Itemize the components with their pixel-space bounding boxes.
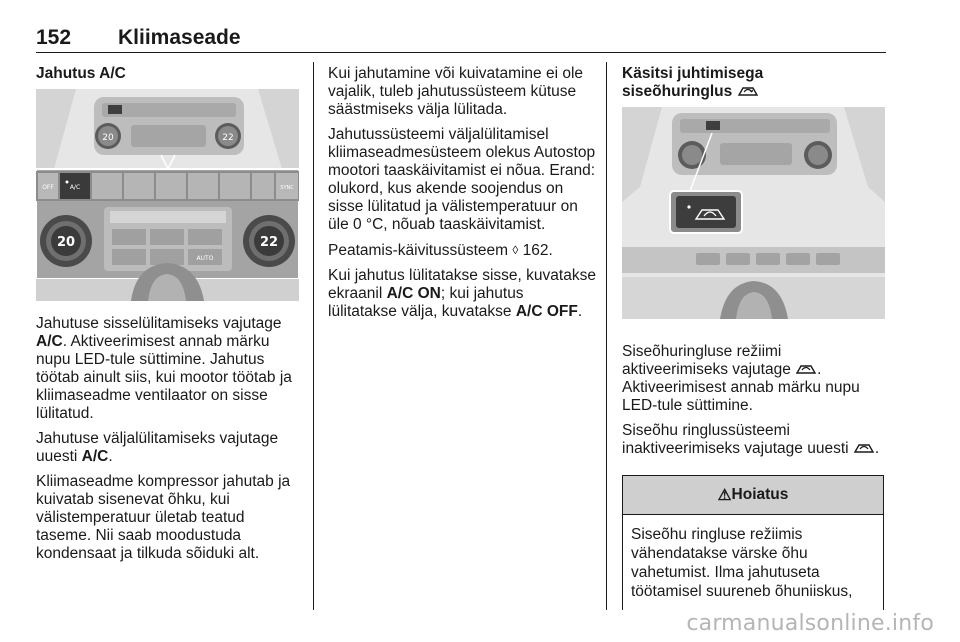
watermark: carmanualsonline.info [686, 611, 934, 636]
section-heading-cooling: Jahutus A/C [36, 65, 126, 82]
recirculation-panel-photo [622, 107, 885, 319]
climate-panel-illustration [36, 89, 299, 301]
text-segment: Jahutuse sisselülitamiseks vajutage [36, 315, 282, 332]
text-segment: Siseõhuringluse režiimi aktiveerimiseks vajutage [622, 343, 796, 378]
text-segment: 162. [518, 242, 553, 259]
warning-title: Hoiatus [731, 486, 789, 503]
warning-header [623, 476, 883, 515]
column-1 [36, 65, 301, 570]
page-reference-icon: ◊ [512, 243, 519, 257]
text-segment: . [108, 448, 113, 465]
text-segment: ; kui jahutus lülitatakse välja, kuvatakse [328, 285, 524, 320]
paragraph-recirculation-on [622, 343, 885, 415]
column-2 [328, 65, 596, 328]
text-segment: Siseõhu ringlussüsteemi inaktiveerimiseks vajutage uuesti [622, 422, 853, 457]
recirculation-icon [737, 85, 759, 97]
ac-off-keyword: A/C OFF [515, 303, 578, 320]
paragraph-autostop: Jahutussüsteemi väljalülitamisel kliimaseadmesüsteem olekus Autostop mootori taaskäivitamist ei nõua. Erand: olukord, kus akende soojendus on sisse lülitatud ja välistemperatuur on üle 0 °C, nõuab taaskäivitamist. [328, 126, 596, 233]
page-title: Kliimaseade [118, 26, 241, 49]
sync-button-label: SYNC [280, 185, 294, 191]
text-segment: Peatamis-käivitussüsteem [328, 242, 513, 259]
ac-keyword: A/C [81, 448, 109, 465]
paragraph-stop-start-ref [328, 241, 596, 260]
page-number: 152 [36, 26, 72, 49]
text-segment: Kui jahutus lülitatakse sisse, kuvatakse ekraanil [328, 267, 596, 302]
column-3 [622, 65, 885, 465]
text-segment: Jahutuse väljalülitamiseks vajutage uuesti [36, 430, 279, 465]
heading-line-2: siseõhuringlus [622, 83, 733, 100]
page-header [36, 26, 886, 52]
recirculation-icon [853, 442, 875, 454]
text-segment: . [577, 303, 583, 320]
warning-box [622, 475, 884, 610]
ac-on-keyword: A/C ON [386, 285, 441, 302]
ac-button-label: A/C [69, 184, 81, 191]
heading-line-1: Käsitsi juhtimisega [622, 65, 764, 82]
warning-icon: ⚠ [717, 486, 732, 504]
header-rule [36, 52, 886, 53]
temp-right-small: 22 [222, 133, 234, 143]
paragraph-fuel-saving: Kui jahutamine või kuivatamine ei ole vajalik, tuleb jahutussüsteem kütuse säästmiseks välja lülitada. [328, 65, 584, 118]
temp-right-knob: 22 [259, 235, 279, 250]
off-button-label: OFF [42, 184, 54, 191]
warning-body: Siseõhu ringluse režiimis vähendatakse värske õhu vahetumist. Ilma jahutuseta töötamisel suureneb õhuniiskus, [631, 526, 853, 600]
text-segment: . Aktiveerimisest annab märku nupu LED-tule süttimine. Jahutus töötab ainult siis, kui mootor töötab ja kliimaseadme ventilaator on sisse lülitatud. [36, 333, 292, 422]
text-segment: . Aktiveerimisest annab märku nupu LED-tule süttimine. [622, 361, 860, 414]
paragraph-recirculation-off [622, 422, 885, 458]
auto-button-label: AUTO [196, 255, 214, 262]
climate-panel-photo [36, 89, 299, 301]
paragraph-ac-on [36, 315, 301, 423]
recirculation-panel-illustration [622, 107, 885, 319]
temp-left-knob: 20 [56, 235, 76, 250]
paragraph-display-status [328, 267, 596, 321]
column-divider-1 [313, 62, 314, 610]
column-divider-2 [606, 62, 607, 610]
paragraph-ac-off [36, 430, 301, 466]
paragraph-compressor: Kliimaseadme kompressor jahutab ja kuivatab sisenevat õhku, kui välistemperatuur ületab teatud taseme. Nii saab moodustuda kondensaat ja tilkuda sõiduki alt. [36, 473, 291, 562]
recirculation-icon [795, 363, 817, 375]
ac-keyword: A/C [36, 333, 63, 350]
text-segment: . [874, 440, 880, 457]
section-heading-recirculation [622, 65, 885, 101]
temp-left-small: 20 [102, 133, 114, 143]
